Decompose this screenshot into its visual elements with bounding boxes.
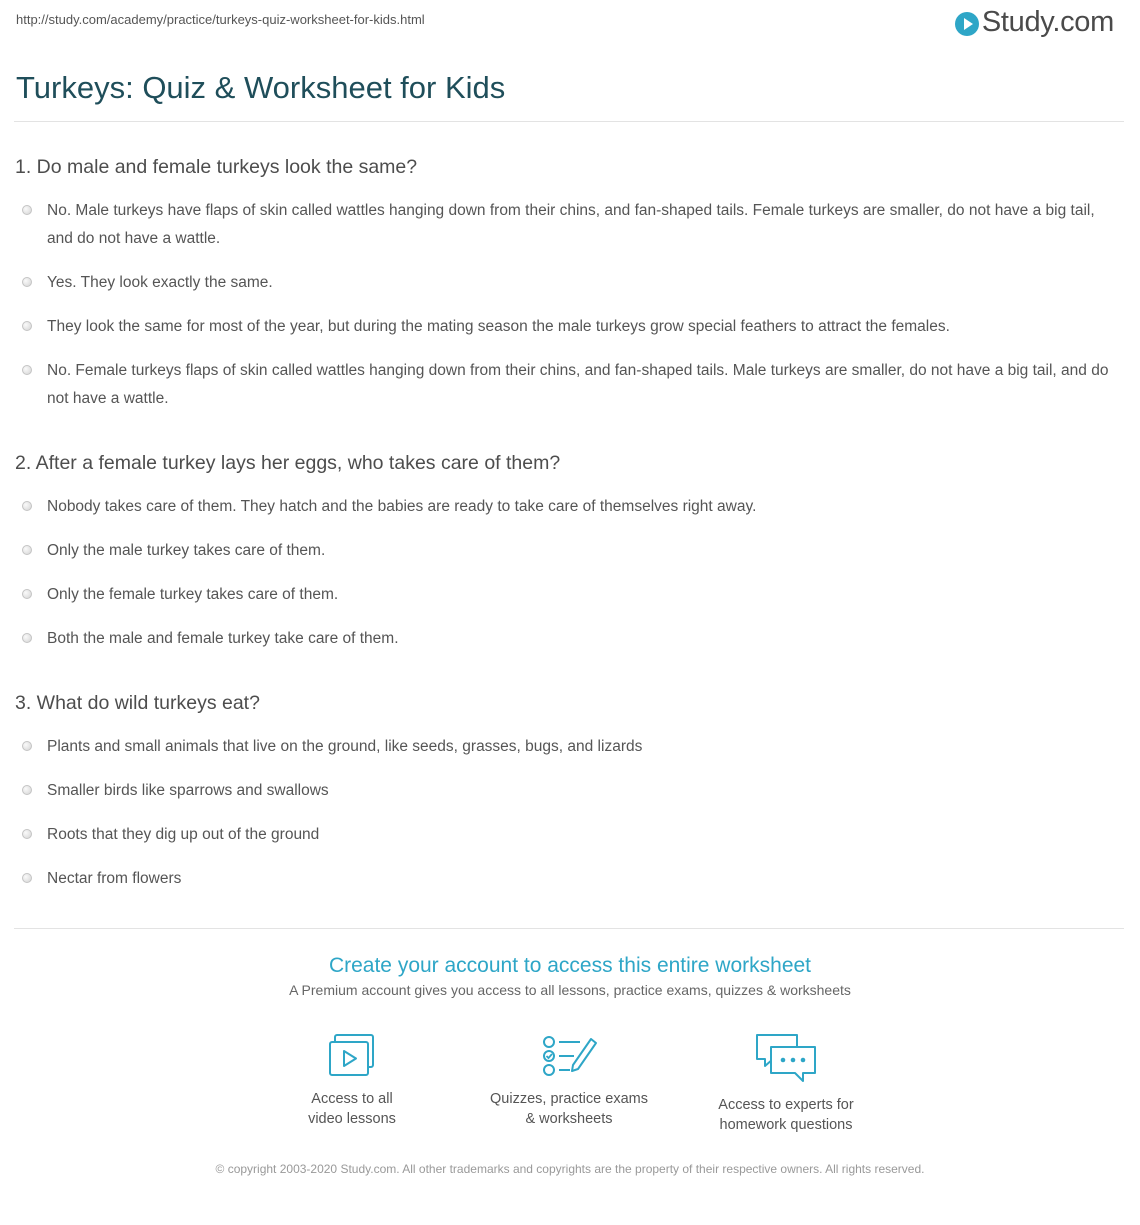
- feature-experts: [686, 1033, 886, 1135]
- answer-text: No. Female turkeys flaps of skin called wattles hanging down from their chins, and fan-shaped tails. Male turkeys are smaller, do not have a big tail, and do not have a wattle.: [47, 362, 1109, 407]
- answer-text: No. Male turkeys have flaps of skin called wattles hanging down from their chins, and fan-shaped tails. Female turkeys are smaller, do not have a big tail, and do not have a wattle.: [47, 202, 1095, 247]
- answer-text: Roots that they dig up out of the ground: [47, 826, 320, 843]
- video-lessons-icon: [326, 1033, 378, 1079]
- answer-text: Nectar from flowers: [47, 870, 182, 887]
- copyright-text: © copyright 2003-2020 Study.com. All other trademarks and copyrights are the property of their respective owners. All rights reserved.: [215, 1162, 925, 1176]
- cta-subtitle: A Premium account gives you access to all lessons, practice exams, quizzes & worksheets: [289, 982, 851, 998]
- logo-text: Study.com: [981, 6, 1114, 38]
- feature-line: Access to experts for: [718, 1097, 854, 1113]
- answer-text: They look the same for most of the year, but during the mating season the male turkeys grow special feathers to attract the females.: [47, 318, 950, 335]
- answer-text: Nobody takes care of them. They hatch and the babies are ready to take care of themselves right away.: [47, 498, 757, 515]
- page-url: http://study.com/academy/practice/turkeys-quiz-worksheet-for-kids.html: [16, 12, 425, 27]
- feature-line: Access to all: [311, 1091, 393, 1107]
- feature-line: & worksheets: [525, 1111, 613, 1127]
- feature-quizzes: [469, 1033, 669, 1129]
- question-title: 1. Do male and female turkeys look the same?: [15, 156, 418, 178]
- answer-text: Yes. They look exactly the same.: [47, 274, 273, 291]
- answer-text: Plants and small animals that live on the ground, like seeds, grasses, bugs, and lizards: [47, 738, 643, 755]
- answer-text: Smaller birds like sparrows and swallows: [47, 782, 329, 799]
- answer-text: Only the female turkey takes care of them.: [47, 586, 339, 603]
- feature-line: Quizzes, practice exams: [490, 1091, 648, 1107]
- answer-text: Only the male turkey takes care of them.: [47, 542, 326, 559]
- answer-text: Both the male and female turkey take care of them.: [47, 630, 399, 647]
- page-title: Turkeys: Quiz & Worksheet for Kids: [16, 70, 506, 105]
- feature-line: video lessons: [308, 1111, 396, 1127]
- feature-video-lessons: [252, 1033, 452, 1129]
- quiz-checklist-icon: [540, 1033, 598, 1079]
- chat-bubbles-icon: [753, 1033, 819, 1085]
- question-title: 2. After a female turkey lays her eggs, who takes care of them?: [15, 452, 561, 474]
- cta-title[interactable]: Create your account to access this entire worksheet: [328, 954, 812, 977]
- feature-line: homework questions: [719, 1117, 853, 1133]
- question-title: 3. What do wild turkeys eat?: [15, 692, 260, 714]
